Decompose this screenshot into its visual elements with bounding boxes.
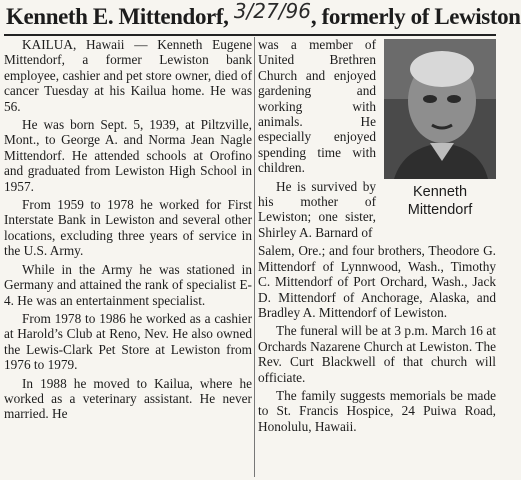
paragraph: The family suggests memorials be made to St. Francis Hospice, 24 Puiwa Road, Honolulu, Hawaii.: [258, 387, 496, 434]
headline-name: Kenneth E. Mittendorf,: [6, 4, 234, 29]
headline-rule: [4, 34, 496, 36]
column-divider: [254, 37, 255, 477]
paragraph: While in the Army he was stationed in Germany and attained the rank of specialist E-4. He was an entertainment specialist.: [4, 261, 252, 308]
headline-rest: , formerly of Lewiston: [310, 4, 521, 29]
paragraph: He was born Sept. 5, 1939, at Piltzville, Mont., to George A. and Norma Jean Nagle Mittendorf. He attended schools at Orofino and graduated from Lewiston High School in 1957.: [4, 117, 252, 194]
paragraph: Salem, Ore.; and four brothers, Theodore G. Mittendorf of Lynnwood, Wash., Timothy C. Mittendorf of Port Orchard, Wash., Jack D. Mittendorf of Anchorage, Alaska, and Bradley A. Mittendorf of Lewiston.: [258, 243, 496, 320]
paragraph: From 1978 to 1986 he worked as a cashier at Harold’s Club at Reno, Nev. He also owned the Lewis-Clark Pet Store at Lewiston from 1976 to 1979.: [4, 310, 252, 373]
right-column-text: [258, 37, 496, 437]
headline: [6, 0, 521, 32]
left-column: [4, 37, 252, 479]
right-column: [258, 37, 496, 479]
caption-last-name: Mittendorf: [407, 202, 473, 218]
paragraph: In 1988 he moved to Kailua, where he worked as a veterinary assistant. He never married. He: [4, 375, 252, 422]
handwritten-date: 3/27/96: [233, 0, 311, 23]
paragraph: was a member of United Brethren Church and enjoyed gardening and working with animals. He especially enjoyed spending time with children.: [258, 37, 376, 176]
paragraph: The funeral will be at 3 p.m. March 16 at Orchards Nazarene Church at Lewiston. The Rev. Curt Blackwell of that church will officiate.: [258, 323, 496, 385]
paragraph: From 1959 to 1978 he worked for First Interstate Bank in Lewiston and several other locations, excluding three years of service in the U.S. Army.: [4, 197, 252, 259]
paragraph: KAILUA, Hawaii — Kenneth Eugene Mittendorf, a former Lewiston bank employee, cashier and pet store owner, died of cancer Tuesday at his Kailua home. He was 56.: [4, 37, 252, 114]
paragraph: He is survived by his mother of Lewiston; one sister, Shirley A. Barnard of: [258, 178, 376, 240]
caption-first-name: Kenneth: [412, 184, 468, 200]
